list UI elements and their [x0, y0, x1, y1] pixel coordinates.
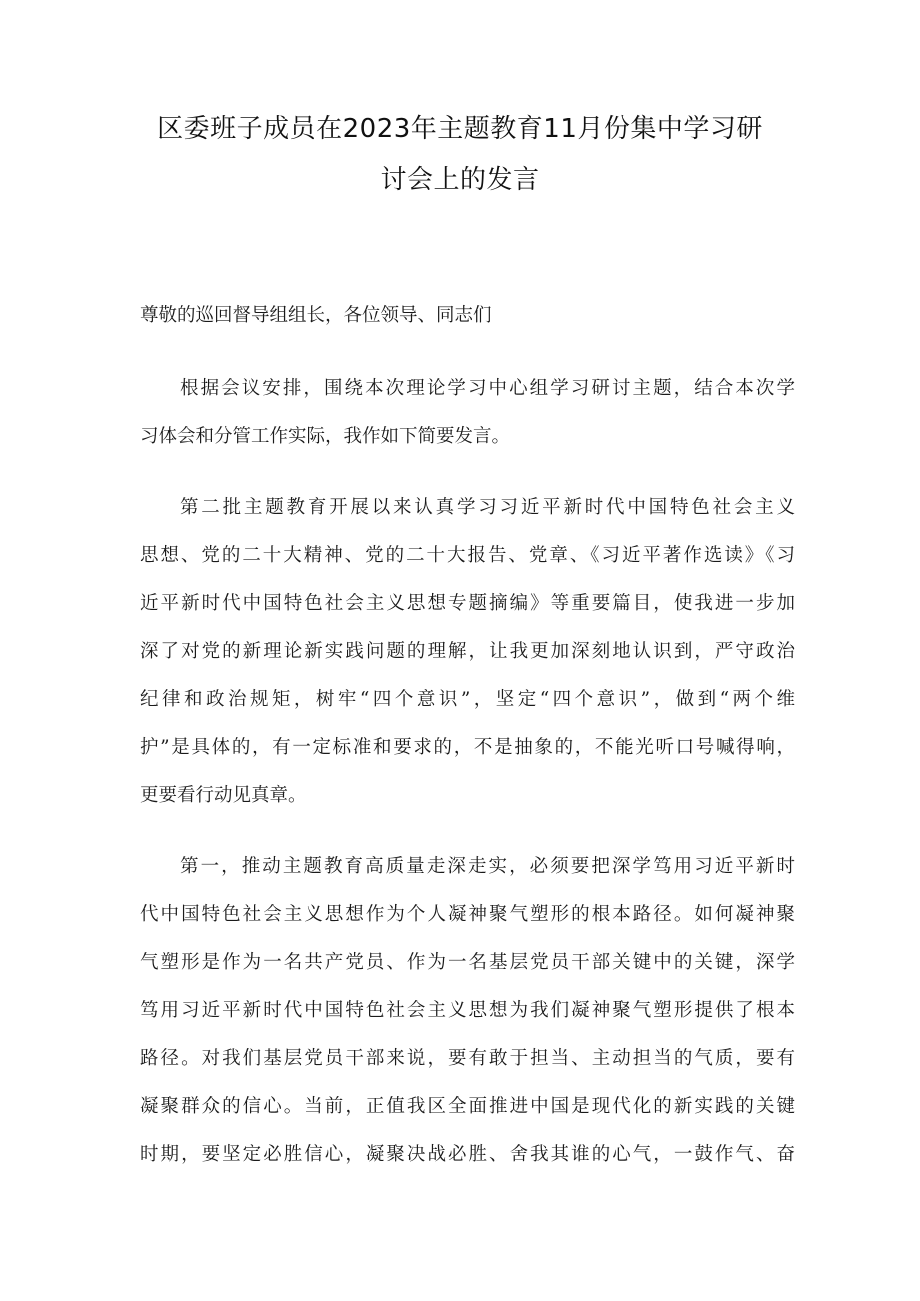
paragraph-2-line-2: 思想、党的二十大精神、党的二十大报告、党章、《习近平著作选读》《习 — [140, 545, 795, 566]
paragraph-3-line-7: 时期，要坚定必胜信心，凝聚决战必胜、舍我其谁的心气，一鼓作气、奋 — [140, 1144, 795, 1165]
paragraph-3-line-2: 代中国特色社会主义思想作为个人凝神聚气塑形的根本路径。如何凝神聚 — [140, 904, 795, 925]
paragraph-3-line-3: 气塑形是作为一名共产党员、作为一名基层党员干部关键中的关键，深学 — [140, 952, 795, 973]
paragraph-2-line-4: 深了对党的新理论新实践问题的理解，让我更加深刻地认识到，严守政治 — [140, 641, 795, 662]
salutation: 尊敬的巡回督导组组长，各位领导、同志们 — [140, 305, 492, 326]
paragraph-2-line-7: 更要看行动见真章。 — [140, 785, 307, 806]
paragraph-1-line-1: 根据会议安排，围绕本次理论学习中心组学习研讨主题，结合本次学 — [180, 378, 795, 399]
paragraph-3-line-4: 笃用习近平新时代中国特色社会主义思想为我们凝神聚气塑形提供了根本 — [140, 1000, 795, 1021]
paragraph-3-line-1: 第一，推动主题教育高质量走深走实，必须要把深学笃用习近平新时 — [180, 856, 795, 877]
paragraph-3-line-5: 路径。对我们基层党员干部来说，要有敢于担当、主动担当的气质，要有 — [140, 1048, 795, 1069]
paragraph-2-line-1: 第二批主题教育开展以来认真学习习近平新时代中国特色社会主义 — [180, 497, 795, 518]
paragraph-2-line-5: 纪律和政治规矩，树牢“四个意识”，坚定“四个意识”，做到“两个维 — [140, 689, 795, 710]
paragraph-1-line-2: 习体会和分管工作实际，我作如下简要发言。 — [140, 426, 511, 447]
document-title-line-2: 讨会上的发言 — [380, 165, 540, 195]
paragraph-3-line-6: 凝聚群众的信心。当前，正值我区全面推进中国是现代化的新实践的关键 — [140, 1096, 795, 1117]
paragraph-2-line-3: 近平新时代中国特色社会主义思想专题摘编》等重要篇目，使我进一步加 — [140, 593, 795, 614]
paragraph-2-line-6: 护”是具体的，有一定标准和要求的，不是抽象的，不能光听口号喊得响， — [140, 737, 795, 758]
document-title-line-1: 区委班子成员在2023年主题教育11月份集中学习研 — [157, 114, 763, 144]
